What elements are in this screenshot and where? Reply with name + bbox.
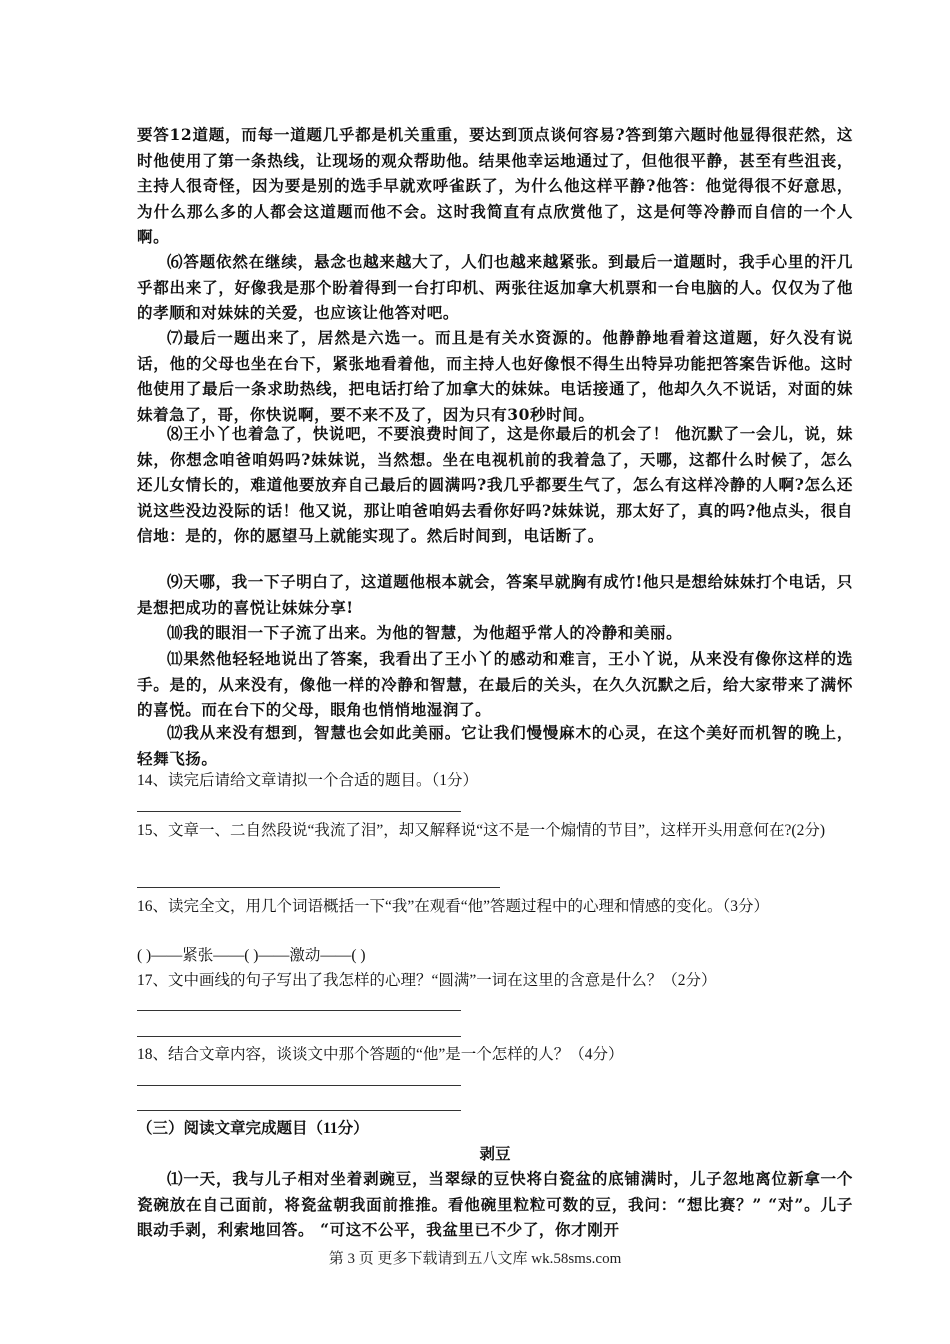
question-18: 18、结合文章内容，谈谈文中那个答题的“他”是一个怎样的人？（4分）	[137, 1046, 624, 1063]
answer-line-14[interactable]	[137, 811, 461, 812]
answer-line-18b[interactable]	[137, 1110, 461, 1111]
answer-line-17a[interactable]	[137, 1010, 461, 1011]
question-17: 17、文中画线的句子写出了我怎样的心理？“圆满”一词在这里的含意是什么？（2分）	[137, 972, 717, 989]
section-heading: （三）阅读文章完成题目（11分）	[137, 1120, 369, 1137]
question-14: 14、读完后请给文章请拟一个合适的题目。（1分）	[137, 772, 479, 789]
paragraph-11: ⑾果然他轻轻地说出了答案，我看出了王小丫的感动和难言，王小丫说，从来没有像你这样的选手。是的，从来没有，像他一样的冷静和智慧，在最后的关头，在久久沉默之后，给大家带来了满怀的喜悦。而在台下的父母，眼角也悄悄地湿润了。	[137, 649, 853, 719]
question-16: 16、读完全文，用几个词语概括一下“我”在观看“他”答题过程中的心理和情感的变化。（3分）	[137, 898, 770, 915]
answer-line-17b[interactable]	[137, 1036, 461, 1037]
paragraph-6: ⑹答题依然在继续，悬念也越来越大了，人们也越来越紧张。到最后一道题时，我手心里的汗几乎都出来了，好像我是那个盼着得到一台打印机、两张往返加拿大机票和一台电脑的人。仅仅为了他的孝顺和对妹妹的关爱，也应该让他答对吧。	[137, 252, 853, 322]
page-footer: 第 3 页 更多下载请到五八文库 wk.58sms.com	[328, 1251, 622, 1267]
article-title: 剥豆	[479, 1144, 511, 1163]
article-paragraph-1: ⑴一天，我与儿子相对坐着剥豌豆，当翠绿的豆快将白瓷盆的底铺满时，儿子忽地离位新拿一个瓷碗放在自己面前，将瓷盆朝我面前推推。看他碗里粒粒可数的豆，我问：“想比赛？” “对”。儿子眼动手剥，利索地回答。 “可这不公平，我盆里已不少了，你才刚开	[137, 1169, 853, 1239]
question-15: 15、文章一、二自然段说“我流了泪”，却又解释说“这不是一个煽情的节目”，这样开头用意何在?(2分)	[137, 822, 825, 839]
answer-line-15[interactable]	[137, 887, 500, 888]
question-16-blanks[interactable]: ( )——紧张——( )——激动——( )	[137, 947, 366, 964]
answer-line-18a[interactable]	[137, 1085, 461, 1086]
paragraph-8: ⑻王小丫也着急了，快说吧，不要浪费时间了，这是你最后的机会了！ 他沉默了一会儿，说，妹妹，你想念咱爸咱妈吗?妹妹说，当然想。坐在电视机前的我着急了，天哪，这都什么时候了，怎么还儿女情长的，难道他要放弃自己最后的圆满吗?我几乎都要生气了，怎么有这样冷静的人啊?怎么还说这些没边没际的话！他又说，那让咱爸咱妈去看你好吗?妹妹说，那太好了，真的吗?他点头，很自信地：是的，你的愿望马上就能实现了。然后时间到，电话断了。	[137, 424, 853, 545]
paragraph-9: ⑼天哪，我一下子明白了，这道题他根本就会，答案早就胸有成竹!他只是想给妹妹打个电话，只是想把成功的喜悦让妹妹分享!	[137, 572, 853, 617]
paragraph-continued: 要答12道题，而每一道题几乎都是机关重重，要达到顶点谈何容易?答到第六题时他显得很茫然，这时他使用了第一条热线，让现场的观众帮助他。结果他幸运地通过了，但他很平静，甚至有些沮丧，主持人很奇怪，因为要是别的选手早就欢呼雀跃了，为什么他这样平静?他答：他觉得很不好意思，为什么那么多的人都会这道题而他不会。这时我简直有点欣赏他了，这是何等冷静而自信的一个人啊。	[137, 125, 853, 246]
paragraph-7: ⑺最后一题出来了，居然是六选一。而且是有关水资源的。他静静地看着这道题，好久没有说话，他的父母也坐在台下，紧张地看着他，而主持人也好像恨不得生出特异功能把答案告诉他。这时他使用了最后一条求助热线，把电话打给了加拿大的妹妹。电话接通了，他却久久不说话，对面的妹妹着急了，哥，你快说啊，要不来不及了，因为只有30秒时间。	[137, 328, 853, 424]
paragraph-12: ⑿我从来没有想到，智慧也会如此美丽。它让我们慢慢麻木的心灵，在这个美好而机智的晚上，轻舞飞扬。	[137, 723, 853, 768]
paragraph-10: ⑽我的眼泪一下子流了出来。为他的智慧，为他超乎常人的冷静和美丽。	[167, 623, 683, 642]
